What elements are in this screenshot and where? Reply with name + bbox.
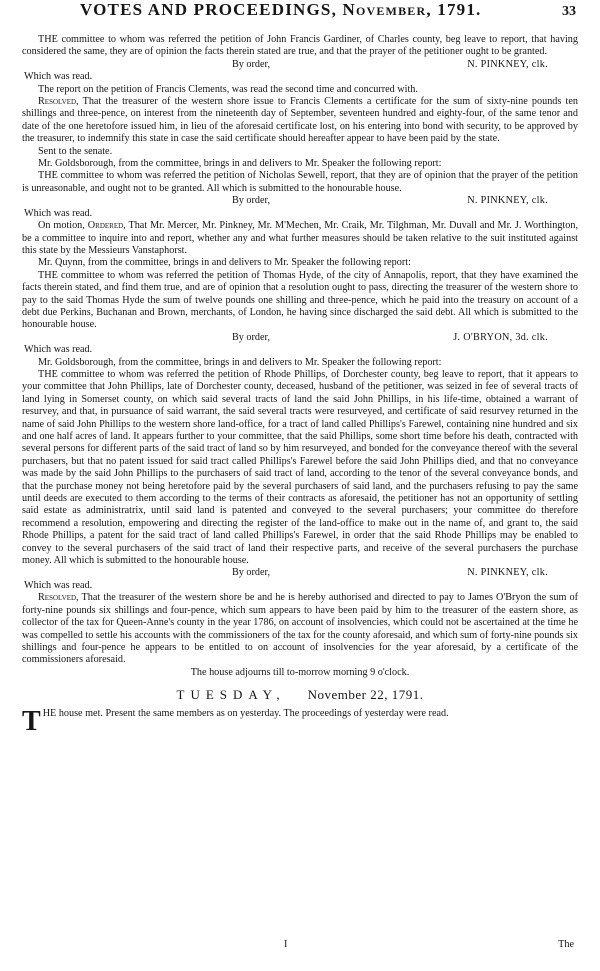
by-order-label: By order,: [232, 195, 271, 207]
page-number: 33: [562, 4, 576, 19]
closing-text: HE house met. Present the same members as on yesterday. The proceedings of yesterday were read.: [42, 707, 449, 719]
page-footer: [22, 939, 578, 953]
paragraph-list: [22, 34, 578, 679]
signature-line: [22, 59, 578, 71]
signature-line: [22, 332, 578, 344]
which-was-read: Which was read.: [24, 579, 93, 591]
signature-mark: I: [284, 939, 288, 950]
paragraph: THE committee to whom was referred the petition of Thomas Hyde, of the city of Annapolis, report, that they have examined the facts therein stated, and find them true, and are of opinion that a resolution ought to pass, directing the treasurer of the western shore to pay to the said Thomas Hyde the sum of twelve pounds one shilling and three-pence, which he paid into the treasury on account of a debt due Perkins, Buchanan and Brown, merchants, of London, he having since discharged the said debt. All which is submitted to the honourable house.: [22, 269, 578, 331]
resolution-paragraph: [22, 96, 578, 146]
clerk-signature: N. PINKNEY, clk.: [467, 195, 548, 207]
clerk-signature: N. PINKNEY, clk.: [467, 58, 548, 70]
signature-line: [22, 567, 578, 579]
day-date: November 22, 1791.: [307, 687, 424, 703]
running-title: VOTES AND PROCEEDINGS, November, 1791.: [80, 0, 482, 19]
day-name: TUESDAY,: [176, 687, 286, 703]
paragraph: Mr. Goldsborough, from the committee, brings in and delivers to Mr. Speaker the following report:: [38, 356, 442, 368]
paragraph-text: That the treasurer of the western shore issue to Francis Clements a certificate for the sum of sixty-nine pounds ten shillings and three-pence, on interest from the nineteenth day of September, seventeen hundred and eighty-four, of the same tenor and date of the one heretofore issued him, in lieu of the aforesaid certificate lost, on his entering into bond with security, to be approved by the treasurer, to indemnify this state in case the said certificate should hereafter appear to have been paid by the state.: [22, 96, 578, 145]
catchword: The: [558, 939, 574, 950]
signature-line: [22, 195, 578, 207]
paragraph-text: That Mr. Mercer, Mr. Pinkney, Mr. M'Mechen, Mr. Craik, Mr. Tilghman, Mr. Duvall and Mr. J. Worthington, be a committee to inquire into and report, whether any and what further measures should be taken relative to the suit instituted against this state by the Messieurs Vanstaphorst.: [22, 220, 578, 256]
body-text: [22, 34, 578, 737]
by-order-label: By order,: [232, 331, 271, 343]
clerk-signature: J. O'BRYON, 3d. clk.: [453, 331, 548, 343]
by-order-label: By order,: [232, 58, 271, 70]
closing-paragraph: [22, 705, 578, 737]
resolved-label: Resolved,: [38, 592, 79, 604]
which-was-read: Which was read.: [24, 207, 93, 219]
drop-cap: T: [22, 705, 41, 737]
paragraph: Sent to the senate.: [38, 145, 113, 157]
day-heading: [22, 689, 578, 701]
ordered-label: Ordered,: [87, 220, 126, 232]
which-was-read: Which was read.: [24, 71, 93, 83]
page-header: [22, 0, 578, 32]
which-was-read: Which was read.: [24, 344, 93, 356]
adjournment-notice: The house adjourns till to-morrow morning 9 o'clock.: [190, 666, 410, 678]
by-order-label: By order,: [232, 567, 271, 579]
resolution-paragraph: [22, 592, 578, 666]
order-paragraph: [22, 220, 578, 257]
paragraph: The report on the petition of Francis Clements, was read the second time and concurred with.: [38, 83, 418, 95]
paragraph-text: That the treasurer of the western shore be and he is hereby authorised and directed to pay to James O'Bryon the sum of forty-nine pounds six shillings and four-pence, which sum appears to have been paid by him to the treasurer of the eastern shore, as collector of the tax for Queen-Anne's county in the year 1786, on account of insolvencies, which could not be ascertained at the time he was compelled to settle his accounts with the commissioners of the tax for the county aforesaid, and which sum of forty-nine pounds six shillings and four-pence he appears to be entitled to on account of insolvencies for the year aforesaid, by a certificate of the commissioners aforesaid.: [22, 592, 578, 666]
paragraph: Mr. Goldsborough, from the committee, brings in and delivers to Mr. Speaker the following report:: [38, 158, 442, 170]
paragraph-prefix: On motion,: [38, 220, 88, 232]
paragraph: THE committee to whom was referred the petition of John Francis Gardiner, of Charles county, beg leave to report, that having considered the same, they are of opinion the facts therein stated are true, and that the prayer of the petitioner ought to be granted.: [22, 34, 578, 58]
paragraph: THE committee to whom was referred the petition of Nicholas Sewell, report, that they are of opinion that the prayer of the petition is unreasonable, and ought not to be granted. All which is submitted to the honourable house.: [22, 170, 578, 194]
clerk-signature: N. PINKNEY, clk.: [467, 567, 548, 579]
resolved-label: Resolved,: [38, 96, 79, 108]
paragraph: Mr. Quynn, from the committee, brings in and delivers to Mr. Speaker the following report:: [38, 257, 411, 269]
paragraph: THE committee to whom was referred the petition of Rhode Phillips, of Dorchester county, beg leave to report, that it appears to your committee that John Phillips, late of Dorchester county, deceased, husband of the petitioner, was seized in fee of several tracts of land lying in Somerset county, on which said several tracts of land the said John Phillips, in his life-time, obtained a warrant of resurvey, and that, in pursuance of said warrant, the said several tracts were resurveyed, and certificate of said resurvey returned in the name of said John Phillips to the western shore land-office, for a tract of land called Phillips's Farewel, containing nine hundred and six and one half acres of land. It appears further to your committee, that the said Phillips, some short time before his death, contracted with several persons for different parts of the said tract of land so by him resurveyed, and bonded for the conveyance thereof with the several purchasers, but that no patent issued for said tract called Phillips's Farewel before the said John Phillips died, and that no conveyance was made by the said John Phillips to the purchasers of said tract of land, according to the tenor of the several conveyance bonds, and that the purchase money not being heretofore paid by the several purchasers of said land, and the purchasers refusing to pay the same until deeds are executed to them according to the terms of their contracts as aforesaid, the petitioner has not an opportunity of settling said estate as administratrix, until said land is patented and conveyed to the several purchasers; your committee do therefore recommend a resolution, empowering and directing the register of the land-office to make out in the name of, and grant to, the said Rhode Phillips, a patent for the said tract of land called Phillips's Farewel, in order that the said Rhode Phillips may be enabled to convey to the several purchasers of the said tract of land their respective parts, and receive of the several purchasers the purchase money. All which is submitted to the honourable house.: [22, 368, 578, 567]
